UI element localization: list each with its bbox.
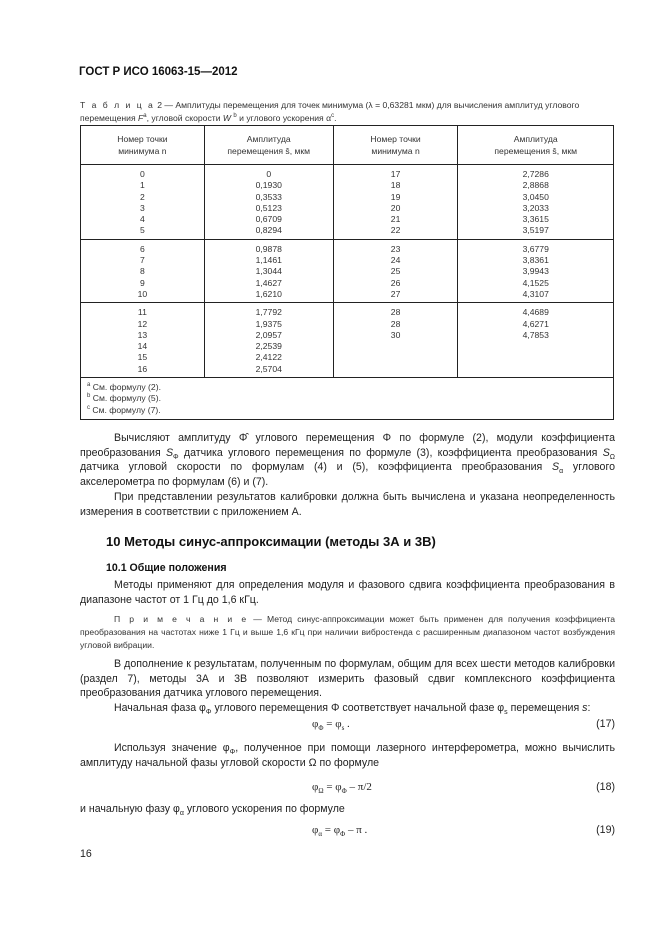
paragraph-angular-acceleration: и начальную фазу $\varphi_\alpha$ углового ускорения по формуле	[80, 803, 345, 818]
table-cell-n-right: 23 24 25 26 27	[333, 239, 458, 302]
table-cell-n-left: 11 12 13 14 15 16	[81, 303, 205, 378]
table-cell-s-right: 4,4689 4,6271 4,7853	[458, 303, 614, 378]
table-row-group	[81, 239, 614, 302]
paragraph-angular-velocity: Используя значение $\varphi_\Phi$, полученное при помощи лазерного интерферометра, можно вычислить амплитуду начальной фазы угловой скорости Ω по формуле	[80, 742, 616, 769]
table-cell-s-right: 2,7286 2,8868 3,0450 3,2033 3,3615 3,5197	[458, 165, 614, 240]
header-amplitude-left: Амплитуда перемещения ŝ, мкм	[204, 126, 333, 165]
formula-18-number: (18)	[596, 781, 615, 793]
paragraph-uncertainty: При представлении результатов калибровки должна быть вычислена и указана неопределенность измерения в соответствии с приложением А.	[80, 491, 615, 518]
note-label: П р и м е ч а н и е	[114, 614, 249, 624]
header-amplitude-right: Амплитуда перемещения ŝ, мкм	[458, 126, 614, 165]
table-number: 2	[157, 100, 162, 110]
paragraph-methods-scope: Методы применяют для определения модуля и фазового сдвига коэффициента преобразования в диапазоне частот от 1 Гц до 1,6 кГц.	[80, 579, 615, 606]
header-point-number-right: Номер точки минимума n	[333, 126, 458, 165]
table-cell-s-left: 0 0,1930 0,3533 0,5123 0,6709 0,8294	[204, 165, 333, 240]
paragraph-amplitude-calculation: Вычисляют амплитуду Φ̂ углового перемещения Φ по формуле (2), модули коэффициента преобразования $S_\Phi$ датчика углового перемещения по формуле (3), коэффициента преобразования $S_\Omega$ датчика угловой скорости по формулам (4) и (5), коэффициента преобразования $S_\alpha$ углового акселерометра по формулам (6) и (7). При представлении результатов калибровки должна быть вычислена и указана неопределенность измерения в соответствии с приложением А.	[80, 432, 615, 518]
formula-19: $\varphi_\alpha = \varphi_\Phi - \pi$ . (19)	[312, 824, 615, 839]
table-notes	[81, 378, 614, 420]
table-cell-s-left: 0,9878 1,1461 1,3044 1,4627 1,6210	[204, 239, 333, 302]
table-caption: Т а б л и ц а 2 — Амплитуды перемещения для точек минимума (λ = 0,63281 мкм) для вычисления амплитуд углового перемещения $F^a$, угловой скорости W $^b$ и углового ускорения $\alpha^c$.	[80, 100, 580, 123]
formula-17: $\varphi_\Phi = \varphi_s$ . (17)	[312, 718, 615, 733]
section-10-1-heading: 10.1 Общие положения	[106, 562, 227, 574]
note-a: $^a$ См. формулу (2).	[87, 382, 161, 393]
note-b: $^b$ См. формулу (5).	[87, 393, 161, 404]
section-10-heading: 10 Методы синус-аппроксимации (методы 3А и 3В)	[106, 534, 436, 549]
paragraph-initial-phase: Начальная фаза $\varphi_\Phi$ углового перемещения Φ соответствует начальной фазе $\varphi_s$ перемещения s:	[114, 701, 591, 716]
formula-18: $\varphi_\Omega = \varphi_\Phi - \pi/2$ (18)	[312, 781, 615, 796]
note-block: П р и м е ч а н и е — Метод синус-аппроксимации может быть применен для получения коэффициента преобразования на частотах ниже 1 Гц и выше 1,6 кГц при наличии вибростенда с расширенным диапазоном частот возбуждения угловой вибрации.	[80, 614, 615, 650]
document-header: ГОСТ Р ИСО 16063-15—2012	[79, 66, 238, 78]
table-row-group	[81, 303, 614, 378]
amplitude-table	[80, 125, 614, 420]
table-header-row	[81, 126, 614, 165]
header-point-number-left: Номер точки минимума n	[81, 126, 205, 165]
table-row-group	[81, 165, 614, 240]
table-cell-s-right: 3,6779 3,8361 3,9943 4,1525 4,3107	[458, 239, 614, 302]
paragraph-phase-shift: В дополнение к результатам, полученным по формулам, общим для всех шести методов калибровки (раздел 7), методы 3А и 3В позволяют измерить фазовый сдвиг комплексного коэффициента преобразования датчика углового перемещения. Начальная фаза $\varphi_\Phi$ углового перемещения Φ соответствует начальной фазе $\varphi_s$ перемещения s:	[80, 658, 615, 716]
formula-17-number: (17)	[596, 718, 615, 730]
table-notes-row	[81, 378, 614, 420]
table-caption-label: Т а б л и ц а	[80, 100, 155, 110]
formula-19-number: (19)	[596, 824, 615, 836]
table-cell-n-left: 0 1 2 3 4 5	[81, 165, 205, 240]
page-number: 16	[80, 848, 92, 860]
note-c: $^c$ См. формулу (7).	[87, 404, 161, 415]
table-cell-n-right: 17 18 19 20 21 22	[333, 165, 458, 240]
table-cell-s-left: 1,7792 1,9375 2,0957 2,2539 2,4122 2,5704	[204, 303, 333, 378]
table-cell-n-left: 6 7 8 9 10	[81, 239, 205, 302]
table-cell-n-right: 28 28 30	[333, 303, 458, 378]
